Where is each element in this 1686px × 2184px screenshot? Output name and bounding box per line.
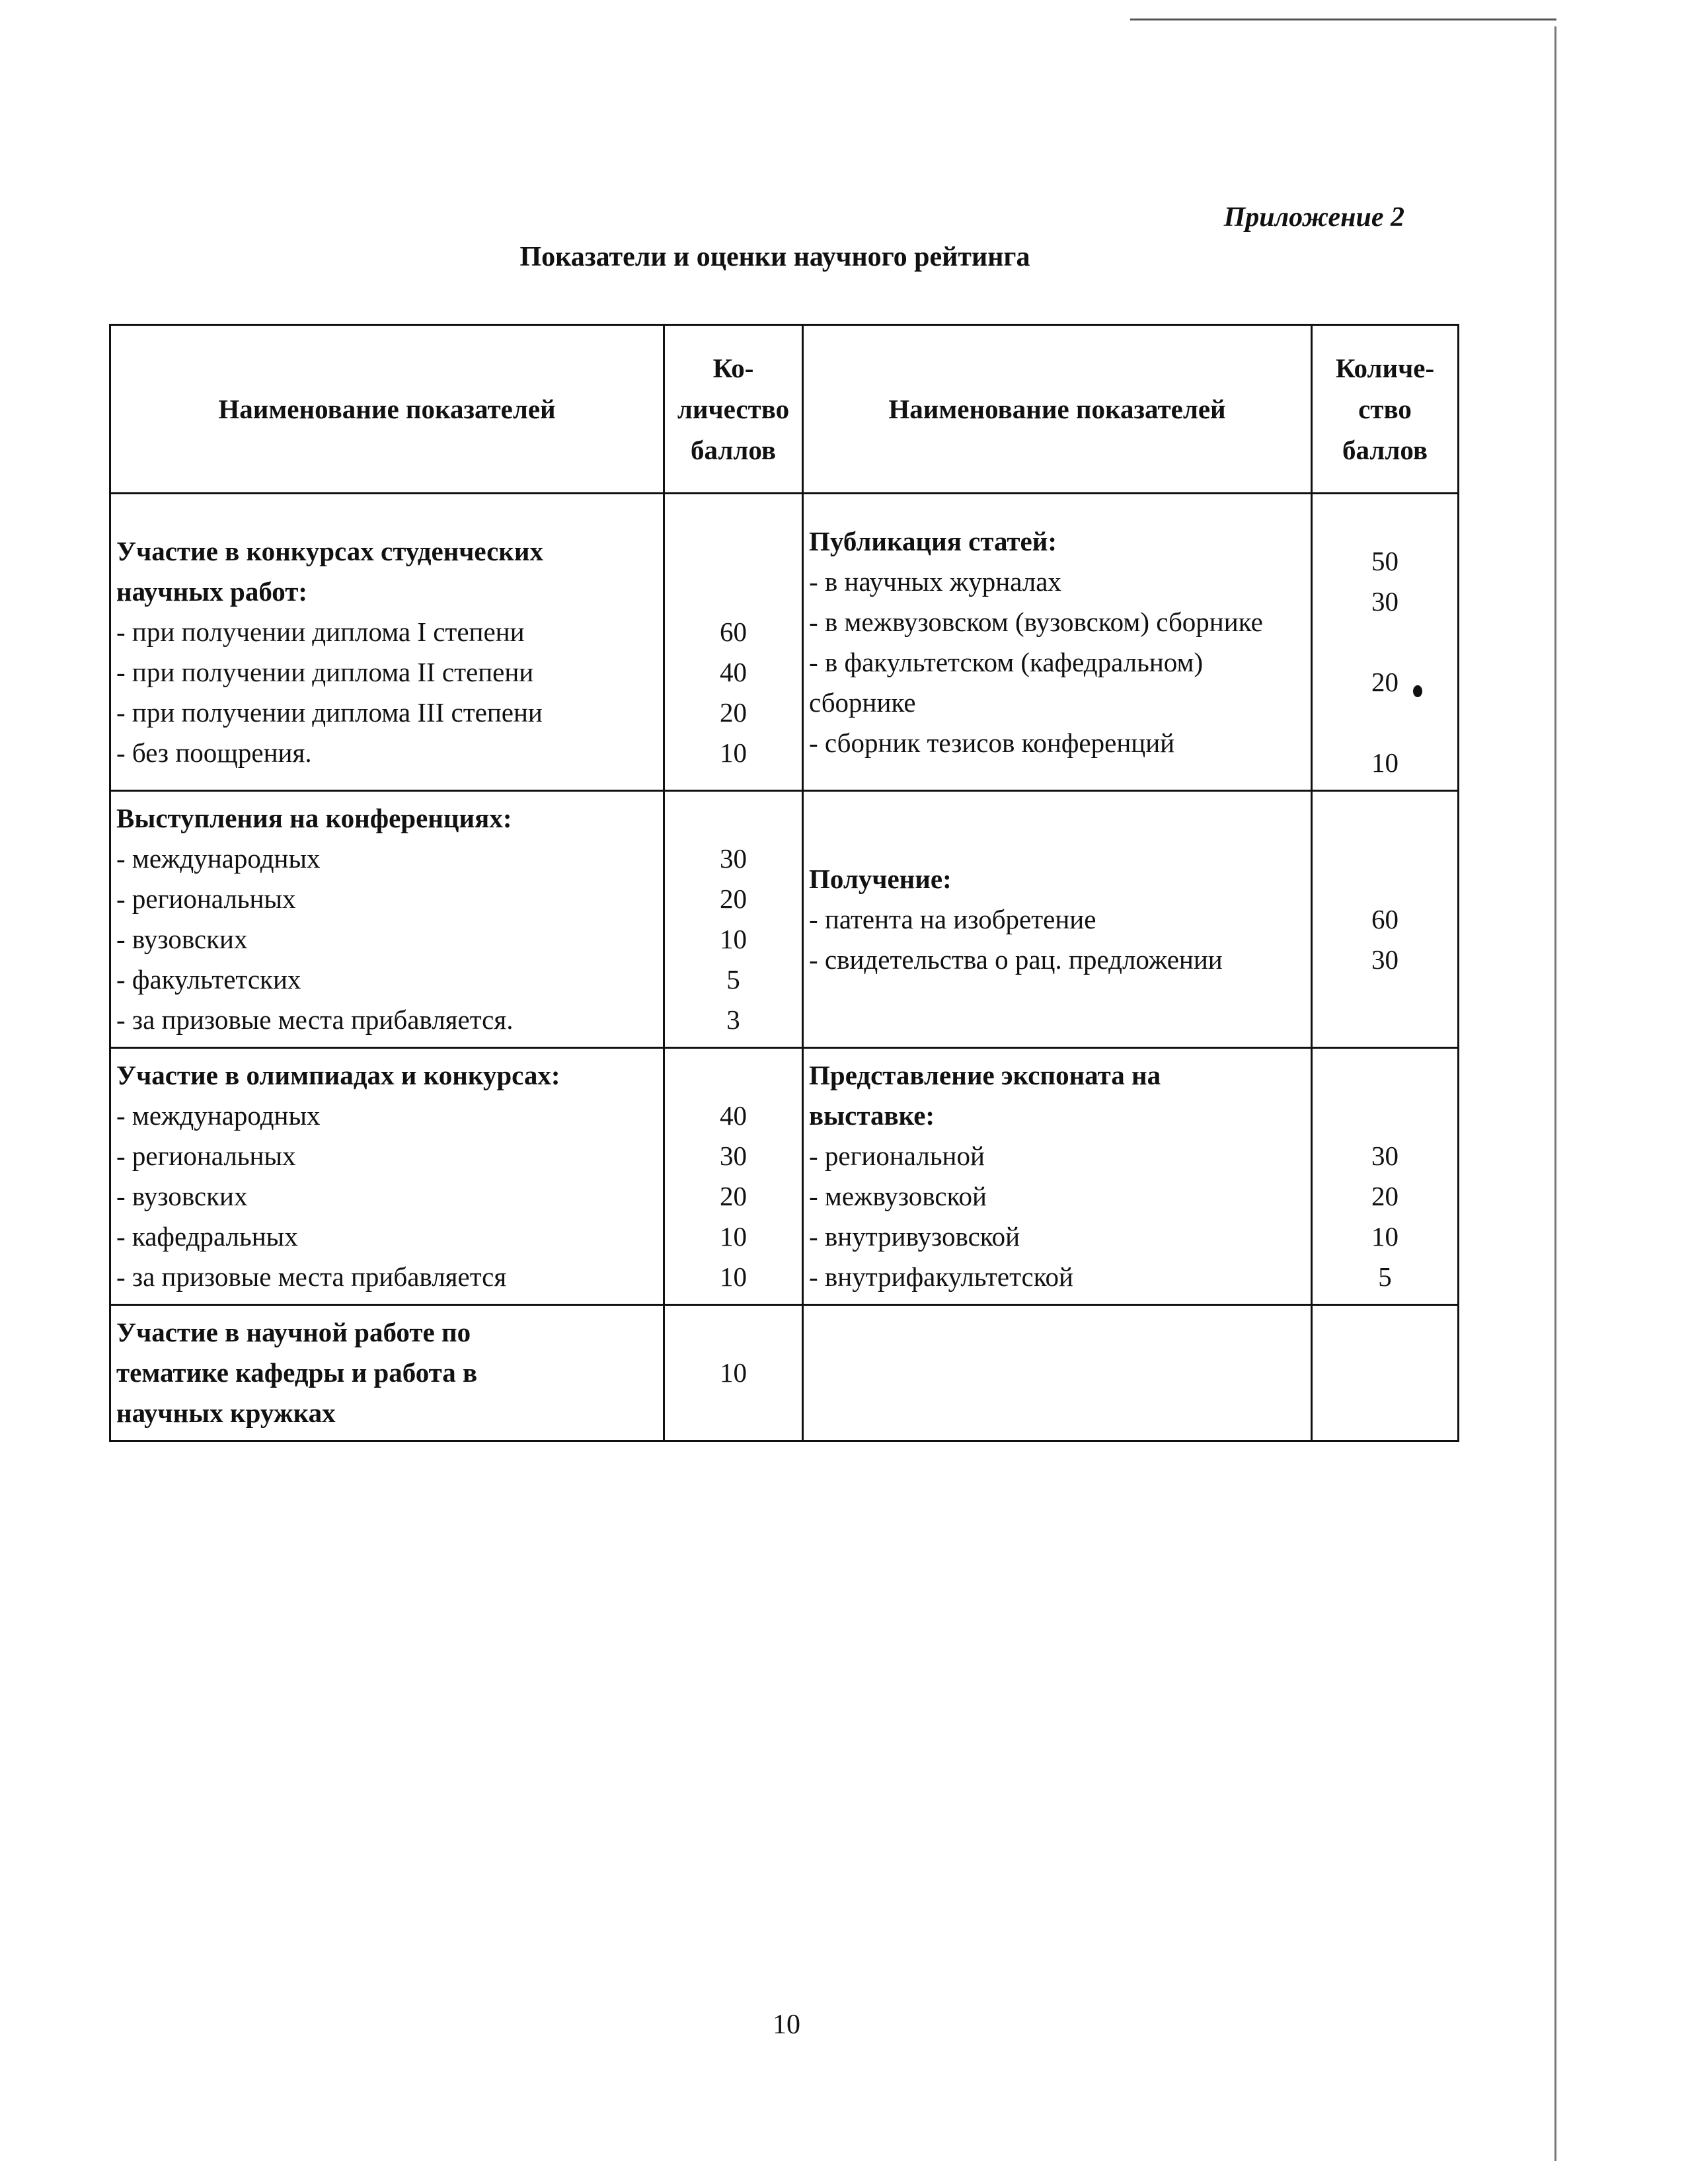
points-value: 30: [720, 843, 747, 874]
indicator-item: - без поощрения.: [116, 737, 312, 768]
header-name-left: Наименование показателей: [110, 325, 664, 494]
points-value: 20: [720, 1181, 747, 1211]
table-row: [110, 494, 1459, 791]
points-value: 5: [726, 964, 740, 995]
indicator-item: - внутривузовской: [809, 1221, 1020, 1252]
points-value: 10: [720, 1261, 747, 1292]
points-value: 60: [720, 616, 747, 647]
ink-mark: [1413, 685, 1422, 697]
points-value: 30: [720, 1141, 747, 1171]
points-value: 10: [1371, 747, 1399, 778]
header-name-right: Наименование показателей: [803, 325, 1312, 494]
indicator-item: - кафедральных: [116, 1221, 298, 1252]
section-title: Получение:: [809, 863, 952, 894]
header-points-left-line: личество: [677, 394, 790, 424]
points-cell: [1312, 494, 1459, 791]
document-title: Показатели и оценки научного рейтинга: [519, 242, 1030, 272]
section-title: Участие в конкурсах студенческих: [116, 535, 544, 566]
indicator-cell: [803, 791, 1312, 1048]
points-value: 40: [720, 1100, 747, 1131]
section-title: Участие в олимпиадах и конкурсах:: [116, 1060, 560, 1090]
table-header-row: [110, 325, 1459, 494]
empty-cell: [803, 1305, 1312, 1441]
indicator-item: - свидетельства о рац. предложении: [809, 944, 1223, 975]
header-points-left-line: баллов: [691, 435, 776, 465]
header-points-right: [1312, 325, 1459, 494]
section-title: выставке:: [809, 1100, 935, 1131]
appendix-label: Приложение 2: [1223, 202, 1404, 233]
points-value: 20: [1371, 1181, 1399, 1211]
indicator-item: - внутрифакультетской: [809, 1261, 1073, 1292]
points-cell: [1312, 1048, 1459, 1305]
rating-table: [109, 324, 1459, 1442]
points-value: 3: [726, 1004, 740, 1035]
section-title: научных работ:: [116, 576, 308, 607]
header-points-right-line: ство: [1358, 394, 1412, 424]
points-value: 10: [720, 924, 747, 954]
points-value: 10: [720, 1221, 747, 1252]
scan-edge-top: [1130, 19, 1556, 20]
indicator-cell: [803, 1048, 1312, 1305]
indicator-cell: [110, 1048, 664, 1305]
section-title: Публикация статей:: [809, 525, 1057, 556]
indicator-item: - факультетских: [116, 964, 301, 995]
points-value: 50: [1371, 546, 1399, 576]
indicator-item: - сборник тезисов конференций: [809, 727, 1175, 758]
table-row: [110, 1048, 1459, 1305]
points-value: 20: [1371, 667, 1399, 697]
indicator-item: - межвузовской: [809, 1181, 987, 1211]
header-points-left: [664, 325, 803, 494]
points-value: 10: [720, 737, 747, 768]
points-value: 30: [1371, 586, 1399, 617]
points-cell: [664, 791, 803, 1048]
points-cell: [664, 494, 803, 791]
indicator-item: - в факультетском (кафедральном) сборнике: [809, 646, 1204, 718]
indicator-cell: [803, 494, 1312, 791]
indicator-cell: [110, 791, 664, 1048]
header-points-right-line: Количе-: [1335, 353, 1435, 383]
indicator-item: - при получении диплома III степени: [116, 697, 543, 728]
points-value: 20: [720, 884, 747, 914]
section-title: научных кружках: [116, 1398, 336, 1428]
indicator-item: - международных: [116, 843, 321, 874]
header-points-right-line: баллов: [1342, 435, 1428, 465]
section-title: Участие в научной работе по: [116, 1317, 471, 1347]
points-value: 20: [720, 697, 747, 728]
indicator-item: - вузовских: [116, 924, 248, 954]
points-cell: [664, 1048, 803, 1305]
indicator-item: - международных: [116, 1100, 321, 1131]
section-title: Представление экспоната на: [809, 1060, 1161, 1090]
section-title: Выступления на конференциях:: [116, 803, 512, 833]
indicator-item: - за призовые места прибавляется: [116, 1261, 507, 1292]
points-value: 5: [1378, 1261, 1392, 1292]
points-value: 10: [1371, 1221, 1399, 1252]
header-points-left-line: Ко-: [712, 353, 754, 383]
points-value: 30: [1371, 944, 1399, 975]
points-value: 30: [1371, 1141, 1399, 1171]
indicator-item: - региональных: [116, 884, 296, 914]
indicator-cell: [110, 1305, 664, 1441]
indicator-cell: [110, 494, 664, 791]
points-value: 10: [720, 1357, 747, 1388]
scan-edge-right: [1554, 26, 1556, 2161]
table-row: [110, 1305, 1459, 1441]
indicator-item: - региональной: [809, 1141, 985, 1171]
points-value: 60: [1371, 903, 1399, 934]
indicator-item: - при получении диплома II степени: [116, 656, 534, 687]
indicator-item: - в межвузовском (вузовском) сборнике: [809, 606, 1263, 637]
points-cell: [1312, 791, 1459, 1048]
indicator-item: - вузовских: [116, 1181, 248, 1211]
section-title: тематике кафедры и работа в: [116, 1357, 478, 1388]
indicator-item: - в научных журналах: [809, 566, 1061, 597]
indicator-item: - региональных: [116, 1141, 296, 1171]
indicator-item: - за призовые места прибавляется.: [116, 1004, 514, 1035]
table-row: [110, 791, 1459, 1048]
indicator-item: - патента на изобретение: [809, 903, 1096, 934]
points-cell: [664, 1305, 803, 1441]
page-number: 10: [773, 2010, 800, 2040]
indicator-item: - при получении диплома I степени: [116, 616, 525, 647]
empty-cell: [1312, 1305, 1459, 1441]
points-value: 40: [720, 656, 747, 687]
